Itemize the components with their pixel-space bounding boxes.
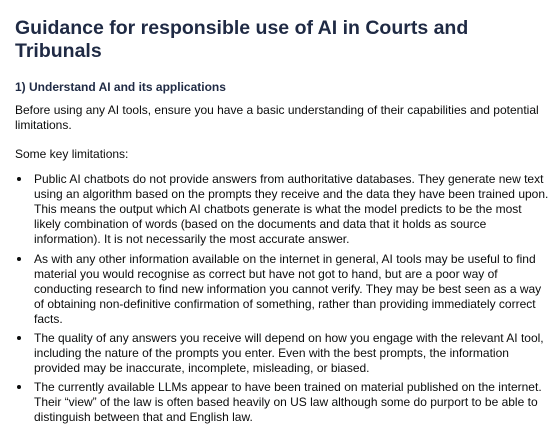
list-item <box>15 252 545 327</box>
bullet-icon <box>17 257 21 261</box>
limitations-label: Some key limitations: <box>15 147 129 161</box>
list-item <box>15 172 549 247</box>
list-item-text: The currently available LLMs appear to have been trained on material published on the internet. Their “view” of the law is often based heavily on US law although some do purport to be able to distinguish between that and English law. <box>34 380 542 424</box>
bullet-icon <box>17 336 21 340</box>
intro-paragraph: Before using any AI tools, ensure you have a basic understanding of their capabilities and potential limitations. <box>15 103 539 132</box>
list-item <box>15 331 545 376</box>
list-item-text: Public AI chatbots do not provide answers from authoritative databases. They generate new text using an algorithm based on the prompts they receive and the data they have been trained upon. This means the output which AI chatbots generate is what the model predicts to be the most likely combination of words (based on the documents and data that it holds as source information). It is not necessarily the most accurate answer. <box>34 172 549 246</box>
bullet-icon <box>17 385 21 389</box>
list-item-text: The quality of any answers you receive will depend on how you engage with the relevant AI tool, including the nature of the prompts you enter. Even with the best prompts, the information provided may be inaccurate, incomplete, misleading, or biased. <box>34 331 544 375</box>
bullet-icon <box>17 177 21 181</box>
section-heading: 1) Understand AI and its applications <box>15 80 226 94</box>
list-item <box>15 380 545 425</box>
page-title: Guidance for responsible use of AI in Courts and Tribunals <box>15 17 469 62</box>
list-item-text: As with any other information available on the internet in general, AI tools may be useful to find material you would recognise as correct but have not got to hand, but are a poor way of conducting research to find new information you cannot verify. They may be best seen as a way of obtaining non-definitive confirmation of something, rather than providing immediately correct facts. <box>34 252 542 326</box>
